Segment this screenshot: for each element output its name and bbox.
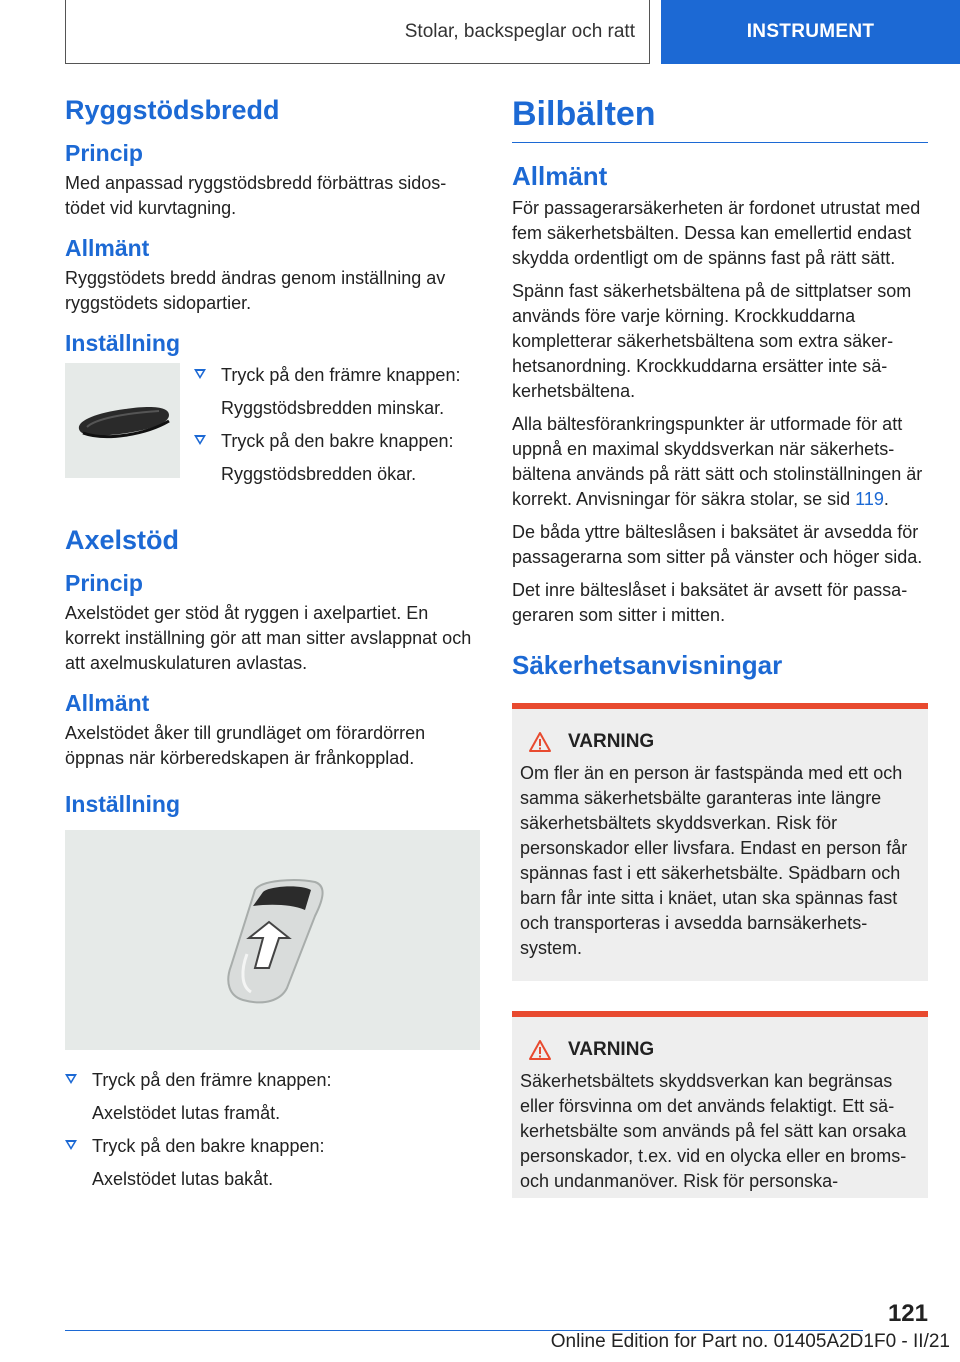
triangle-bullet-icon bbox=[65, 1074, 77, 1084]
step-result: Axelstödet lutas framåt. bbox=[92, 1103, 281, 1123]
bilbalten-paragraph-5: Det inre bälteslåset i baksätet är avsett för passageraren som sitter i mitten. bbox=[512, 580, 908, 625]
step-action: Tryck på den främre knappen: bbox=[92, 1070, 332, 1090]
bilbalten-paragraph-4: De båda yttre bälteslåsen i baksätet är avsedda för passagerarna som sitter på vänster och höger sida. bbox=[512, 522, 923, 567]
bilbalten-allmant-heading: Allmänt bbox=[512, 161, 608, 191]
left-column bbox=[65, 95, 480, 1200]
axelstod-steps bbox=[65, 1068, 480, 1192]
warning-title bbox=[520, 1039, 920, 1061]
page-119-link[interactable]: 119 bbox=[855, 489, 884, 509]
warning-text: Om fler än en person är fastspända med ett och samma säkerhetsbälte garanteras inte längre säkerhetsbältets skyddsverkan. Risk för personskador eller livsfara. Endast en person får spännas fast i ett säkerhetsbälte. Spädbarn och barn får inte sitta i knäet, utan ska spännas fast och transporteras i avsedda barnsäkerhetssystem. bbox=[520, 763, 908, 958]
triangle-bullet-icon bbox=[65, 1140, 77, 1150]
list-item bbox=[65, 1068, 480, 1126]
step-action: Tryck på den bakre knappen: bbox=[92, 1136, 325, 1156]
ryggstod-princip-text: Med anpassad ryggstödsbredd förbättras sidostödet vid kurvtagning. bbox=[65, 173, 447, 218]
warning-box bbox=[512, 1011, 928, 1198]
warning-box bbox=[512, 703, 928, 981]
axelstod-allmant-text: Axelstödet åker till grundläget om förardörren öppnas när körberedskapen är frånkopplad. bbox=[65, 723, 426, 768]
list-item bbox=[194, 429, 460, 487]
warning-triangle-icon bbox=[528, 1039, 552, 1061]
right-column bbox=[512, 95, 928, 1198]
section-title: INSTRUMENT bbox=[746, 21, 875, 42]
edition-text: Online Edition for Part no. 01405A2D1F0 - II/21 bbox=[550, 1331, 950, 1352]
bilbalten-paragraph-3 bbox=[512, 412, 928, 512]
triangle-bullet-icon bbox=[194, 369, 206, 379]
axelstod-princip-text: Axelstödet ger stöd åt ryggen i axelpartiet. En korrekt inställning gör att man sitter avslappnat och att axelmuskulaturen avlastas. bbox=[65, 603, 472, 673]
list-item bbox=[194, 363, 460, 421]
bilbalten-title: Bilbälten bbox=[512, 95, 928, 143]
ryggstod-princip-heading: Princip bbox=[65, 140, 143, 166]
list-item bbox=[65, 1134, 480, 1192]
backrest-button-icon bbox=[65, 363, 180, 478]
axelstod-princip-heading: Princip bbox=[65, 570, 143, 596]
bilbalten-paragraph-1: För passagerarsäkerheten är fordonet utrustat med fem säkerhetsbälten. Dessa kan emellertid endast skydda ordentligt om de spänns fast på rätt sätt. bbox=[512, 198, 921, 268]
warning-title bbox=[520, 731, 920, 753]
chapter-header bbox=[65, 0, 650, 64]
ryggstod-allmant-heading: Allmänt bbox=[65, 235, 150, 261]
warning-triangle-icon bbox=[528, 731, 552, 753]
axelstod-installning-heading: Inställning bbox=[65, 791, 180, 817]
section-tab[interactable] bbox=[661, 0, 960, 64]
paragraph-3-end: . bbox=[883, 489, 889, 509]
step-action: Tryck på den främre knappen: bbox=[221, 365, 461, 385]
axelstod-title: Axelstöd bbox=[65, 525, 180, 555]
step-result: Axelstödet lutas bakåt. bbox=[92, 1169, 274, 1189]
page-number: 121 bbox=[887, 1300, 928, 1327]
step-result: Ryggstödsbredden minskar. bbox=[221, 398, 445, 418]
triangle-bullet-icon bbox=[194, 435, 206, 445]
warning-text: Säkerhetsbältets skyddsverkan kan begränsas eller försvinna om det används felaktigt. Ett säkerhetsbälte som används på fel sätt kan orsaka personskador, t.ex. vid en olycka eller en broms- och undanmanöver. Risk för personska- bbox=[520, 1071, 907, 1191]
bilbalten-paragraph-2: Spänn fast säkerhetsbältena på de sittplatser som används före varje körning. Krockkuddarna kompletterar säkerhetsbältena som extra säkerhetsanordning. Krockkuddarna ersätter inte säkerhetsbältena. bbox=[512, 281, 912, 401]
axelstod-allmant-heading: Allmänt bbox=[65, 690, 150, 716]
backrest-width-button-image bbox=[65, 363, 180, 478]
sakerhetsanvisningar-heading: Säkerhetsanvisningar bbox=[512, 650, 783, 680]
ryggstod-installning-heading: Inställning bbox=[65, 330, 180, 356]
shoulder-support-arrow-icon bbox=[65, 830, 480, 1050]
shoulder-support-button-image bbox=[65, 830, 480, 1050]
ryggstod-allmant-text: Ryggstödets bredd ändras genom inställning av ryggstödets sidopartier. bbox=[65, 268, 446, 313]
ryggstod-steps bbox=[194, 363, 460, 495]
paragraph-3-text: Alla bältesförankringspunkter är utformade för att uppnå en maximal skyddsverkan när säkerhetsbältena används på rätt sätt och stolinställningen är korrekt. Anvisningar för säkra stolar, se sid bbox=[512, 414, 923, 509]
ryggstod-setting bbox=[65, 363, 480, 495]
step-result: Ryggstödsbredden ökar. bbox=[221, 464, 417, 484]
warning-label: VARNING bbox=[568, 1039, 655, 1060]
warning-label: VARNING bbox=[568, 731, 655, 752]
ryggstod-title: Ryggstödsbredd bbox=[65, 95, 280, 125]
step-action: Tryck på den bakre knappen: bbox=[221, 431, 454, 451]
chapter-title: Stolar, backspeglar och ratt bbox=[404, 20, 635, 42]
